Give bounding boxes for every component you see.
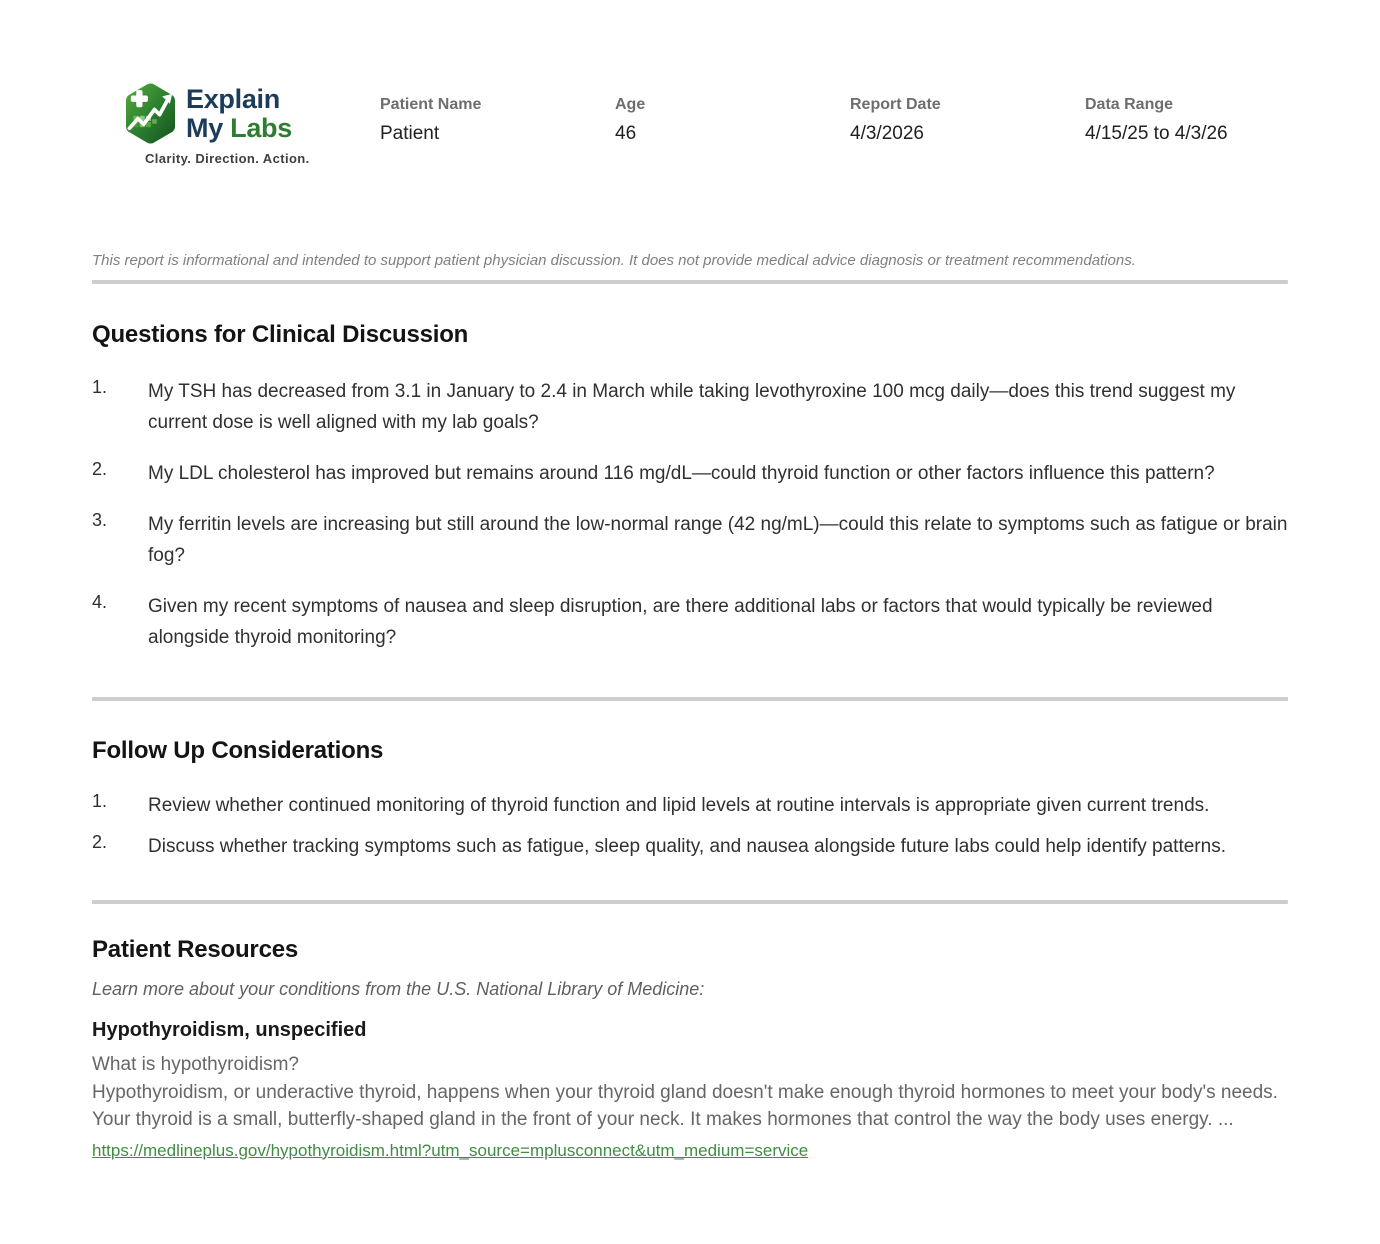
explain-my-labs-logo-icon [122, 82, 179, 145]
list-item-text: My LDL cholesterol has improved but remains around 116 mg/dL—could thyroid function or other factors influence this pattern? [148, 463, 1215, 484]
list-item [92, 790, 1288, 821]
list-item [92, 831, 1288, 862]
list-item-text: Review whether continued monitoring of thyroid function and lipid levels at routine intervals is appropriate given current trends. [148, 795, 1210, 816]
report-header [92, 82, 1288, 166]
list-item-text: My ferritin levels are increasing but still around the low-normal range (42 ng/mL)—could this relate to symptoms such as fatigue or brain fog? [148, 514, 1288, 566]
questions-section-title: Questions for Clinical Discussion [92, 321, 469, 348]
disclaimer-text: This report is informational and intended to support patient physician discussion. It does not provide medical advice diagnosis or treatment recommendations. [92, 252, 1136, 269]
report-date-field [850, 96, 1085, 145]
list-item [92, 458, 1288, 489]
list-item [92, 509, 1288, 571]
list-item-number: 2. [92, 459, 108, 479]
patient-resources-section-title: Patient Resources [92, 936, 299, 963]
brand-word-explain: Explain [186, 84, 280, 114]
list-item-text: My TSH has decreased from 3.1 in January to 2.4 in March while taking levothyroxine 100 mcg daily—does this trend suggest my current dose is well aligned with my lab goals? [148, 381, 1236, 433]
age-label: Age [615, 96, 646, 113]
list-item-number: 4. [92, 592, 108, 612]
list-item-number: 2. [92, 832, 108, 852]
follow-up-section-title: Follow Up Considerations [92, 737, 384, 764]
section-divider [92, 900, 1288, 904]
follow-up-list [92, 790, 1288, 862]
questions-list [92, 376, 1288, 653]
age-value: 46 [615, 123, 637, 144]
list-item-number: 1. [92, 791, 108, 811]
patient-name-field [380, 96, 615, 145]
brand-tagline: Clarity. Direction. Action. [145, 151, 310, 166]
brand-wordmark [186, 82, 292, 143]
list-item-text: Discuss whether tracking symptoms such as fatigue, sleep quality, and nausea alongside future labs could help identify patterns. [148, 836, 1226, 857]
brand-word-my: My [186, 113, 223, 143]
condition-description-line: Your thyroid is a small, butterfly-shaped gland in the front of your neck. It makes hormones that control the way the body uses energy. ... [92, 1109, 1234, 1130]
age-field [615, 96, 850, 145]
data-range-value: 4/15/25 to 4/3/26 [1085, 123, 1228, 144]
brand-word-labs: Labs [230, 113, 292, 143]
condition-description [92, 1051, 1288, 1134]
brand-logo [122, 82, 380, 166]
condition-title: Hypothyroidism, unspecified [92, 1019, 367, 1041]
patient-name-value: Patient [380, 123, 440, 144]
medlineplus-link[interactable]: https://medlineplus.gov/hypothyroidism.html?utm_source=mplusconnect&utm_medium=service [92, 1140, 809, 1160]
report-date-value: 4/3/2026 [850, 123, 924, 144]
data-range-label: Data Range [1085, 96, 1174, 113]
list-item-text: Given my recent symptoms of nausea and sleep disruption, are there additional labs or factors that would typically be reviewed alongside thyroid monitoring? [148, 596, 1213, 648]
report-date-label: Report Date [850, 96, 941, 113]
condition-description-line: What is hypothyroidism? [92, 1054, 299, 1075]
patient-info-fields [380, 82, 1320, 145]
section-divider [92, 280, 1288, 284]
condition-description-line: Hypothyroidism, or underactive thyroid, happens when your thyroid gland doesn't make enough thyroid hormones to meet your body's needs. [92, 1081, 1278, 1103]
list-item [92, 591, 1288, 653]
resources-intro: Learn more about your conditions from the U.S. National Library of Medicine: [92, 979, 705, 999]
list-item-number: 3. [92, 510, 108, 530]
patient-name-label: Patient Name [380, 96, 482, 113]
list-item [92, 376, 1288, 438]
list-item-number: 1. [92, 377, 108, 397]
section-divider [92, 697, 1288, 701]
data-range-field [1085, 96, 1320, 145]
